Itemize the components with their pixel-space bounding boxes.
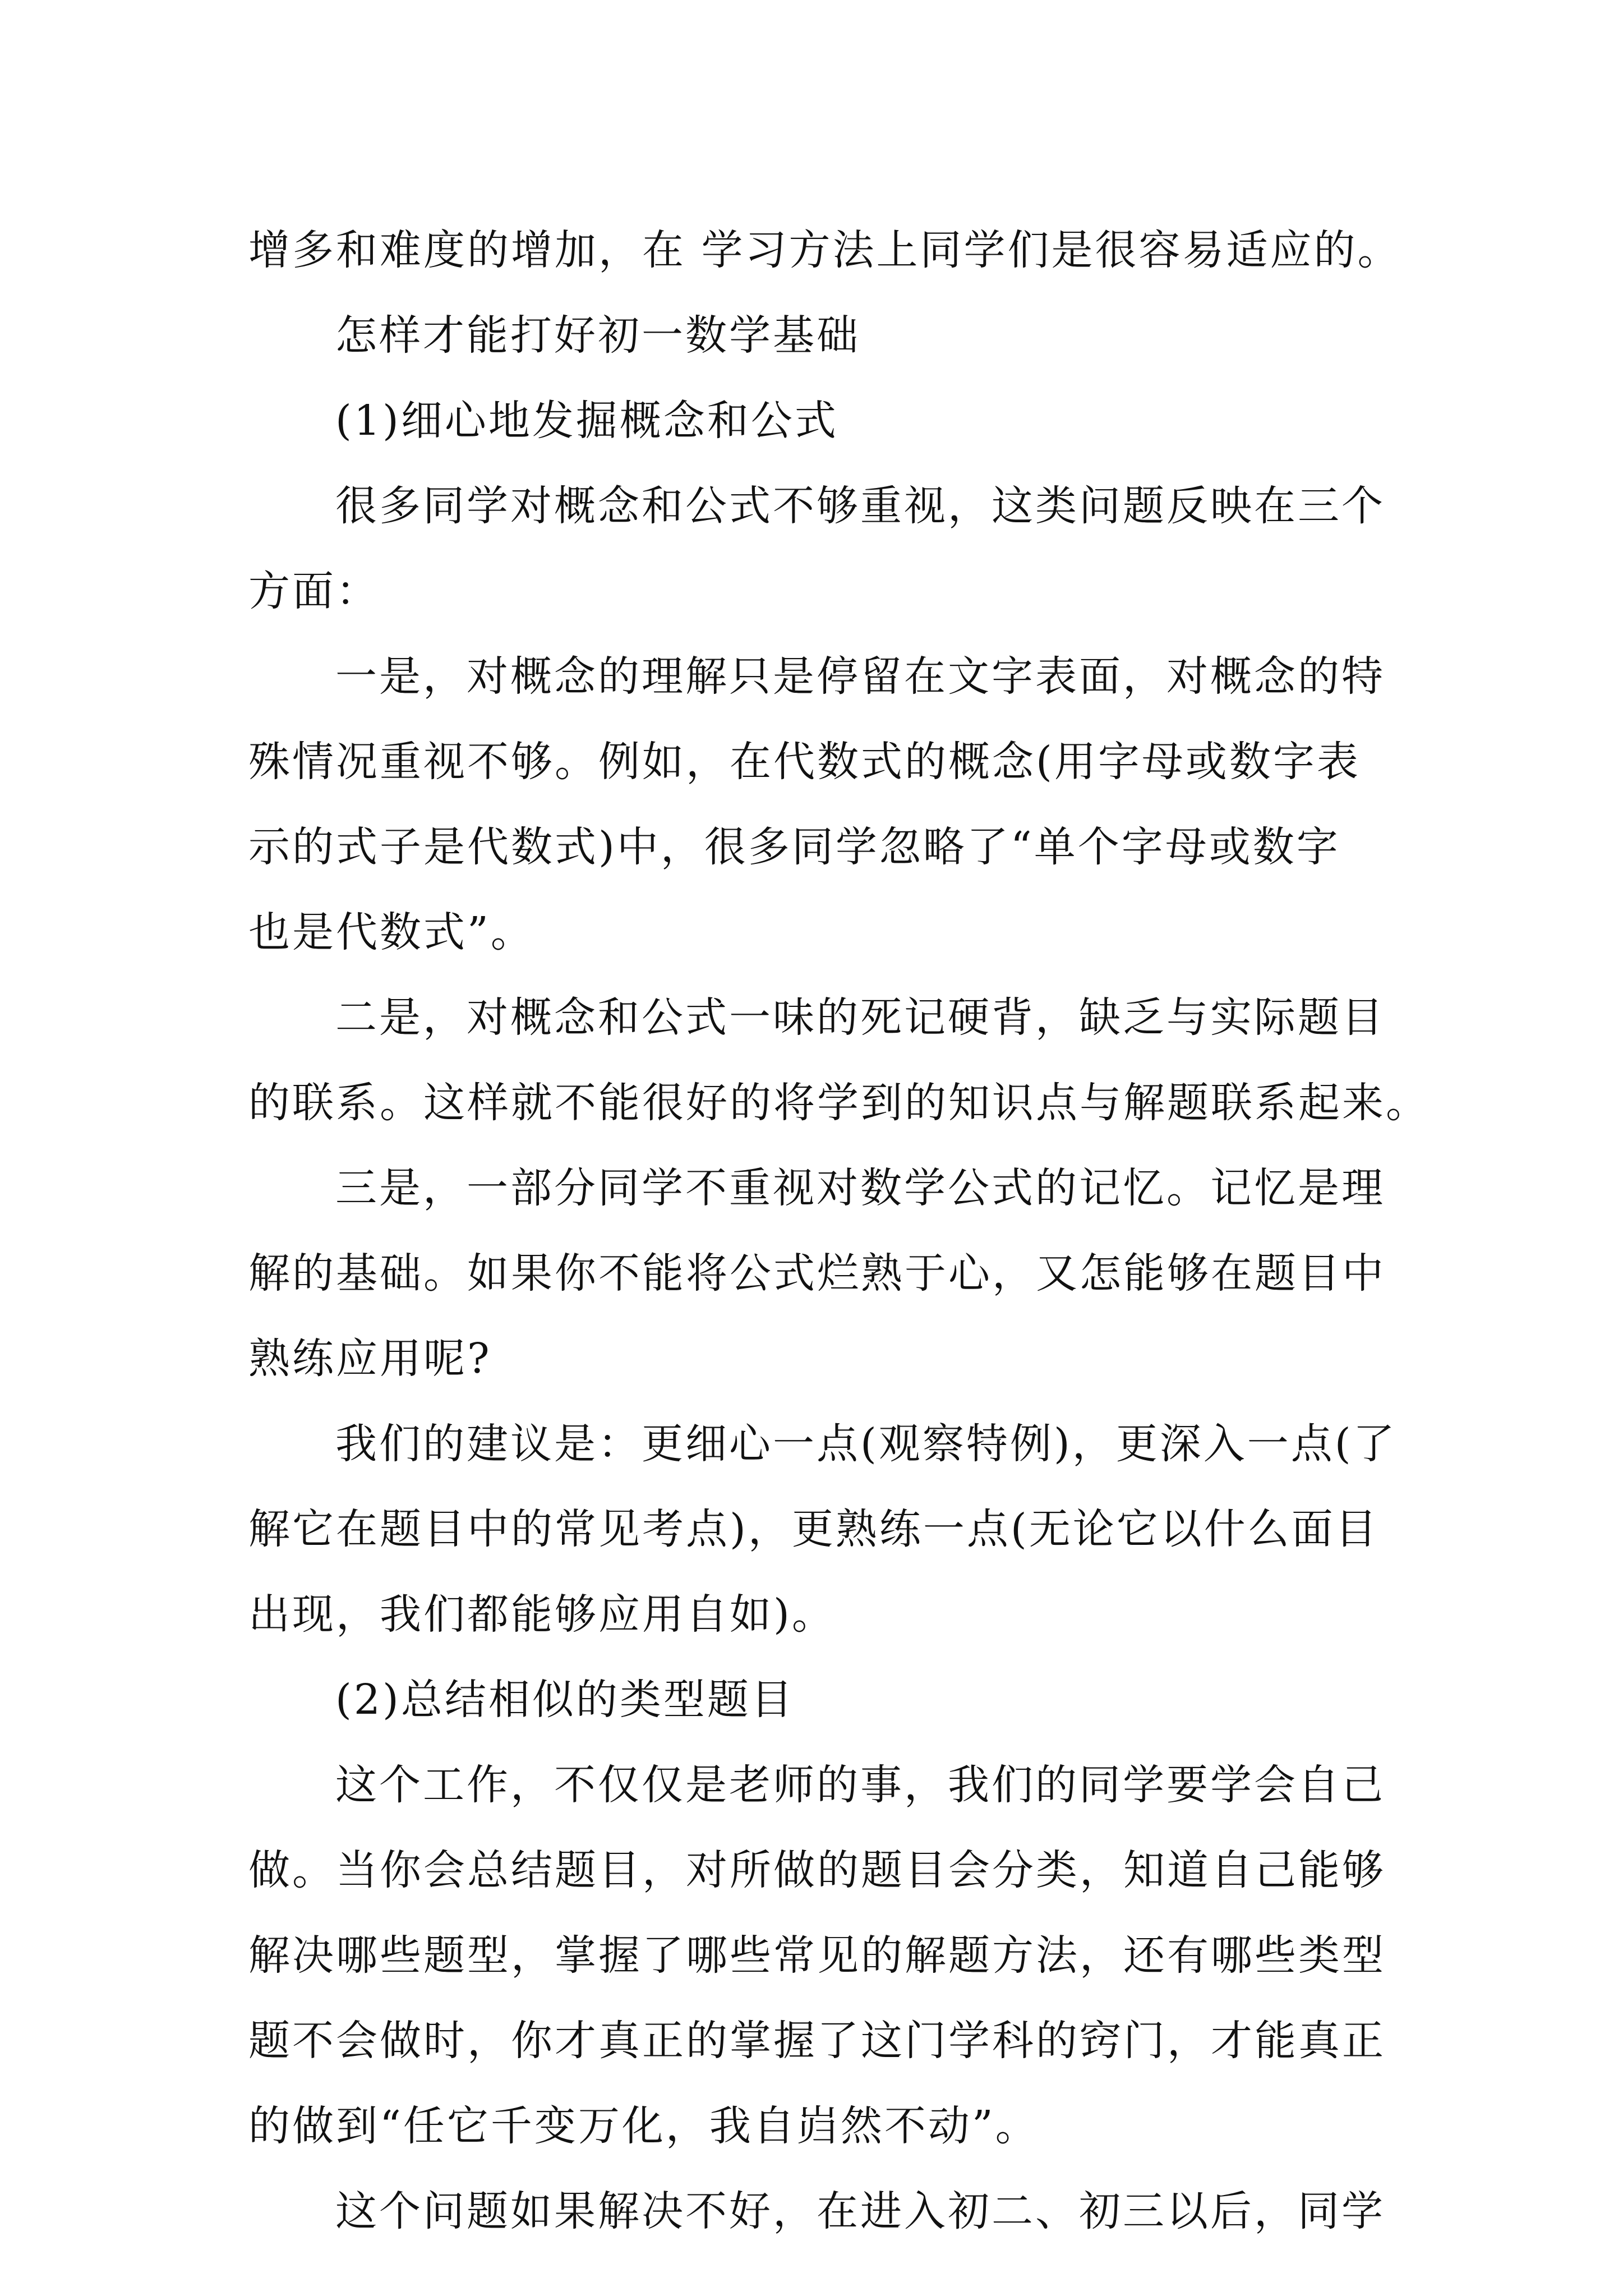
text-line: 这个工作，不仅仅是老师的事，我们的同学要学会自己 xyxy=(335,1761,1385,1809)
text-line: 一是，对概念的理解只是停留在文字表面，对概念的特 xyxy=(335,652,1385,701)
text-line: 我们的建议是：更细心一点(观察特例)，更深入一点(了 xyxy=(335,1420,1397,1468)
text-line: (1)细心地发掘概念和公式 xyxy=(335,397,838,445)
text-line: 的做到“任它千变万化，我自岿然不动”。 xyxy=(248,2102,1039,2150)
text-line: 这个问题如果解决不好，在进入初二、初三以后，同学 xyxy=(335,2187,1385,2235)
text-line: 增多和难度的增加，在 学习方法上同学们是很容易适应的。 xyxy=(248,226,1401,274)
text-line: 解的基础。如果你不能将公式烂熟于心，又怎能够在题目中 xyxy=(248,1249,1386,1297)
text-line: 的联系。这样就不能很好的将学到的知识点与解题联系起来。 xyxy=(248,1079,1430,1127)
text-line: 出现，我们都能够应用自如)。 xyxy=(248,1590,836,1639)
text-line: 三是，一部分同学不重视对数学公式的记忆。记忆是理 xyxy=(335,1164,1385,1212)
text-line: 二是，对概念和公式一味的死记硬背，缺乏与实际题目 xyxy=(335,993,1385,1042)
text-line: 怎样才能打好初一数学基础 xyxy=(335,311,860,360)
text-line: 示的式子是代数式)中，很多同学忽略了“单个字母或数字 xyxy=(248,823,1340,871)
text-line: 解决哪些题型，掌握了哪些常见的解题方法，还有哪些类型 xyxy=(248,1931,1386,1980)
text-line: 也是代数式”。 xyxy=(248,908,534,956)
text-line: (2)总结相似的类型题目 xyxy=(335,1676,795,1724)
text-line: 很多同学对概念和公式不够重视，这类问题反映在三个 xyxy=(335,482,1385,530)
document-body xyxy=(248,208,1430,2254)
text-line: 方面： xyxy=(248,567,380,615)
text-line: 殊情况重视不够。例如，在代数式的概念(用字母或数字表 xyxy=(248,738,1361,786)
text-line: 解它在题目中的常见考点)，更熟练一点(无论它以什么面目 xyxy=(248,1505,1379,1553)
text-line: 熟练应用呢? xyxy=(248,1335,492,1383)
text-line: 题不会做时，你才真正的掌握了这门学科的窍门，才能真正 xyxy=(248,2017,1386,2065)
text-line: 做。当你会总结题目，对所做的题目会分类，知道自己能够 xyxy=(248,1846,1386,1894)
